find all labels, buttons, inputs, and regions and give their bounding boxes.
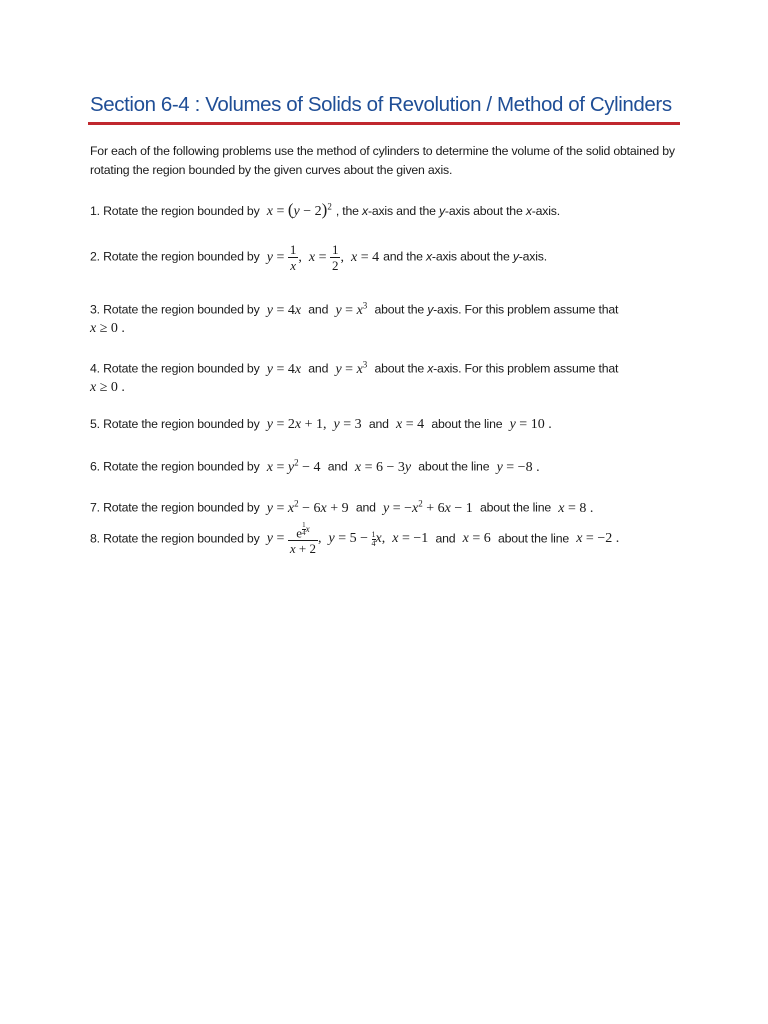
problem-6: 6. Rotate the region bounded by $x = y^2 - 4$ and x = 6 − 3y about the line y = −8 .: [90, 457, 540, 475]
problem-5: 5. Rotate the region bounded by y = 2x + 1, y = 3 and x = 4 about the line y = 10 .: [90, 417, 552, 432]
equation: $x = (y - 2)^2$: [266, 200, 332, 219]
problem-4: 4. Rotate the region bounded by y = 4x and $y = x^3$ about the x-axis. For this problem assume that x ≥ 0 .: [90, 359, 619, 395]
problem-7: 7. Rotate the region bounded by $y = x^2 - 6x + 9$ and $y = -x^2 + 6x - 1$ about the line x = 8 .: [90, 498, 594, 516]
problem-2: 2. Rotate the region bounded by y = $\frac{1}{x}$ , x = $\frac{1}{2}$ , x = 4 and the x-axis about the y-axis.: [90, 242, 547, 273]
problem-8: 8. Rotate the region bounded by y = e $^{\frac{1}{4} x}$ x + 2 , y = 5 − $\frac{1}{4}$ x, x = −1 and x = 6 about the line x = −2 .: [90, 521, 620, 557]
problem-3: 3. Rotate the region bounded by y = 4x and $y = x^3$ about the y-axis. For this problem assume that x ≥ 0 .: [90, 300, 619, 336]
page-title: Section 6-4 : Volumes of Solids of Revolution / Method of Cylinders: [90, 93, 672, 116]
equation: y = $\frac{1}{x}$ , x = $\frac{1}{2}$ , x = 4: [266, 242, 380, 273]
title-underline: [88, 122, 680, 125]
problem-1: 1. Rotate the region bounded by $x = (y - 2)^2$ , the x-axis and the y-axis about the x-axis.: [90, 200, 560, 219]
instructions: For each of the following problems use the method of cylinders to determine the volume of the solid obtained by rotating the region bounded by the given curves about the given axis.: [90, 144, 675, 177]
